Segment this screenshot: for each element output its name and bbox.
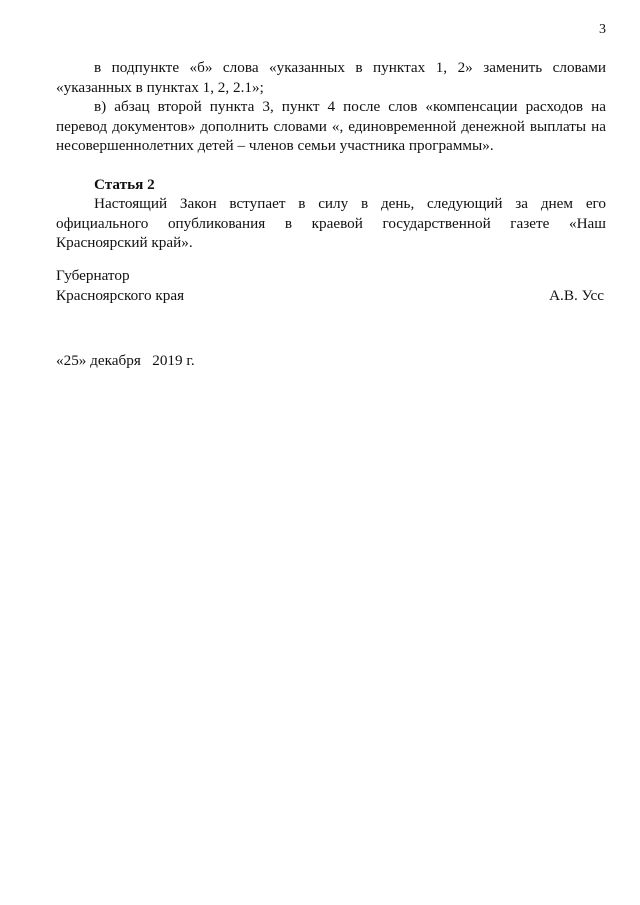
document-body [56,58,606,253]
article-2 [56,175,606,253]
amendment-item-b: в подпункте «б» слова «указанных в пунктах 1, 2» заменить словами «указанных в пунктах 1, 2, 2.1»; [56,59,606,96]
article-2-text: Настоящий Закон вступает в силу в день, следующий за днем его официального опубликования в краевой государственной газете «Наш Красноярский край». [56,195,606,251]
page-number: 3 [599,22,606,37]
signature-row [56,286,604,306]
signature-block [56,266,604,305]
signer-position-line1: Губернатор [56,267,130,284]
signer-name: А.В. Усс [549,286,604,304]
article-2-title: Статья 2 [94,175,155,193]
signing-date: «25» декабря 2019 г. [56,352,195,369]
amendment-item-v: в) абзац второй пункта 3, пункт 4 после слов «компенсации расходов на перевод документов» дополнить словами «, единовременной денежной выплаты на несовершеннолетних детей – членов семьи участника программы». [56,98,606,154]
signer-position-line2: Красноярского края [56,286,185,304]
